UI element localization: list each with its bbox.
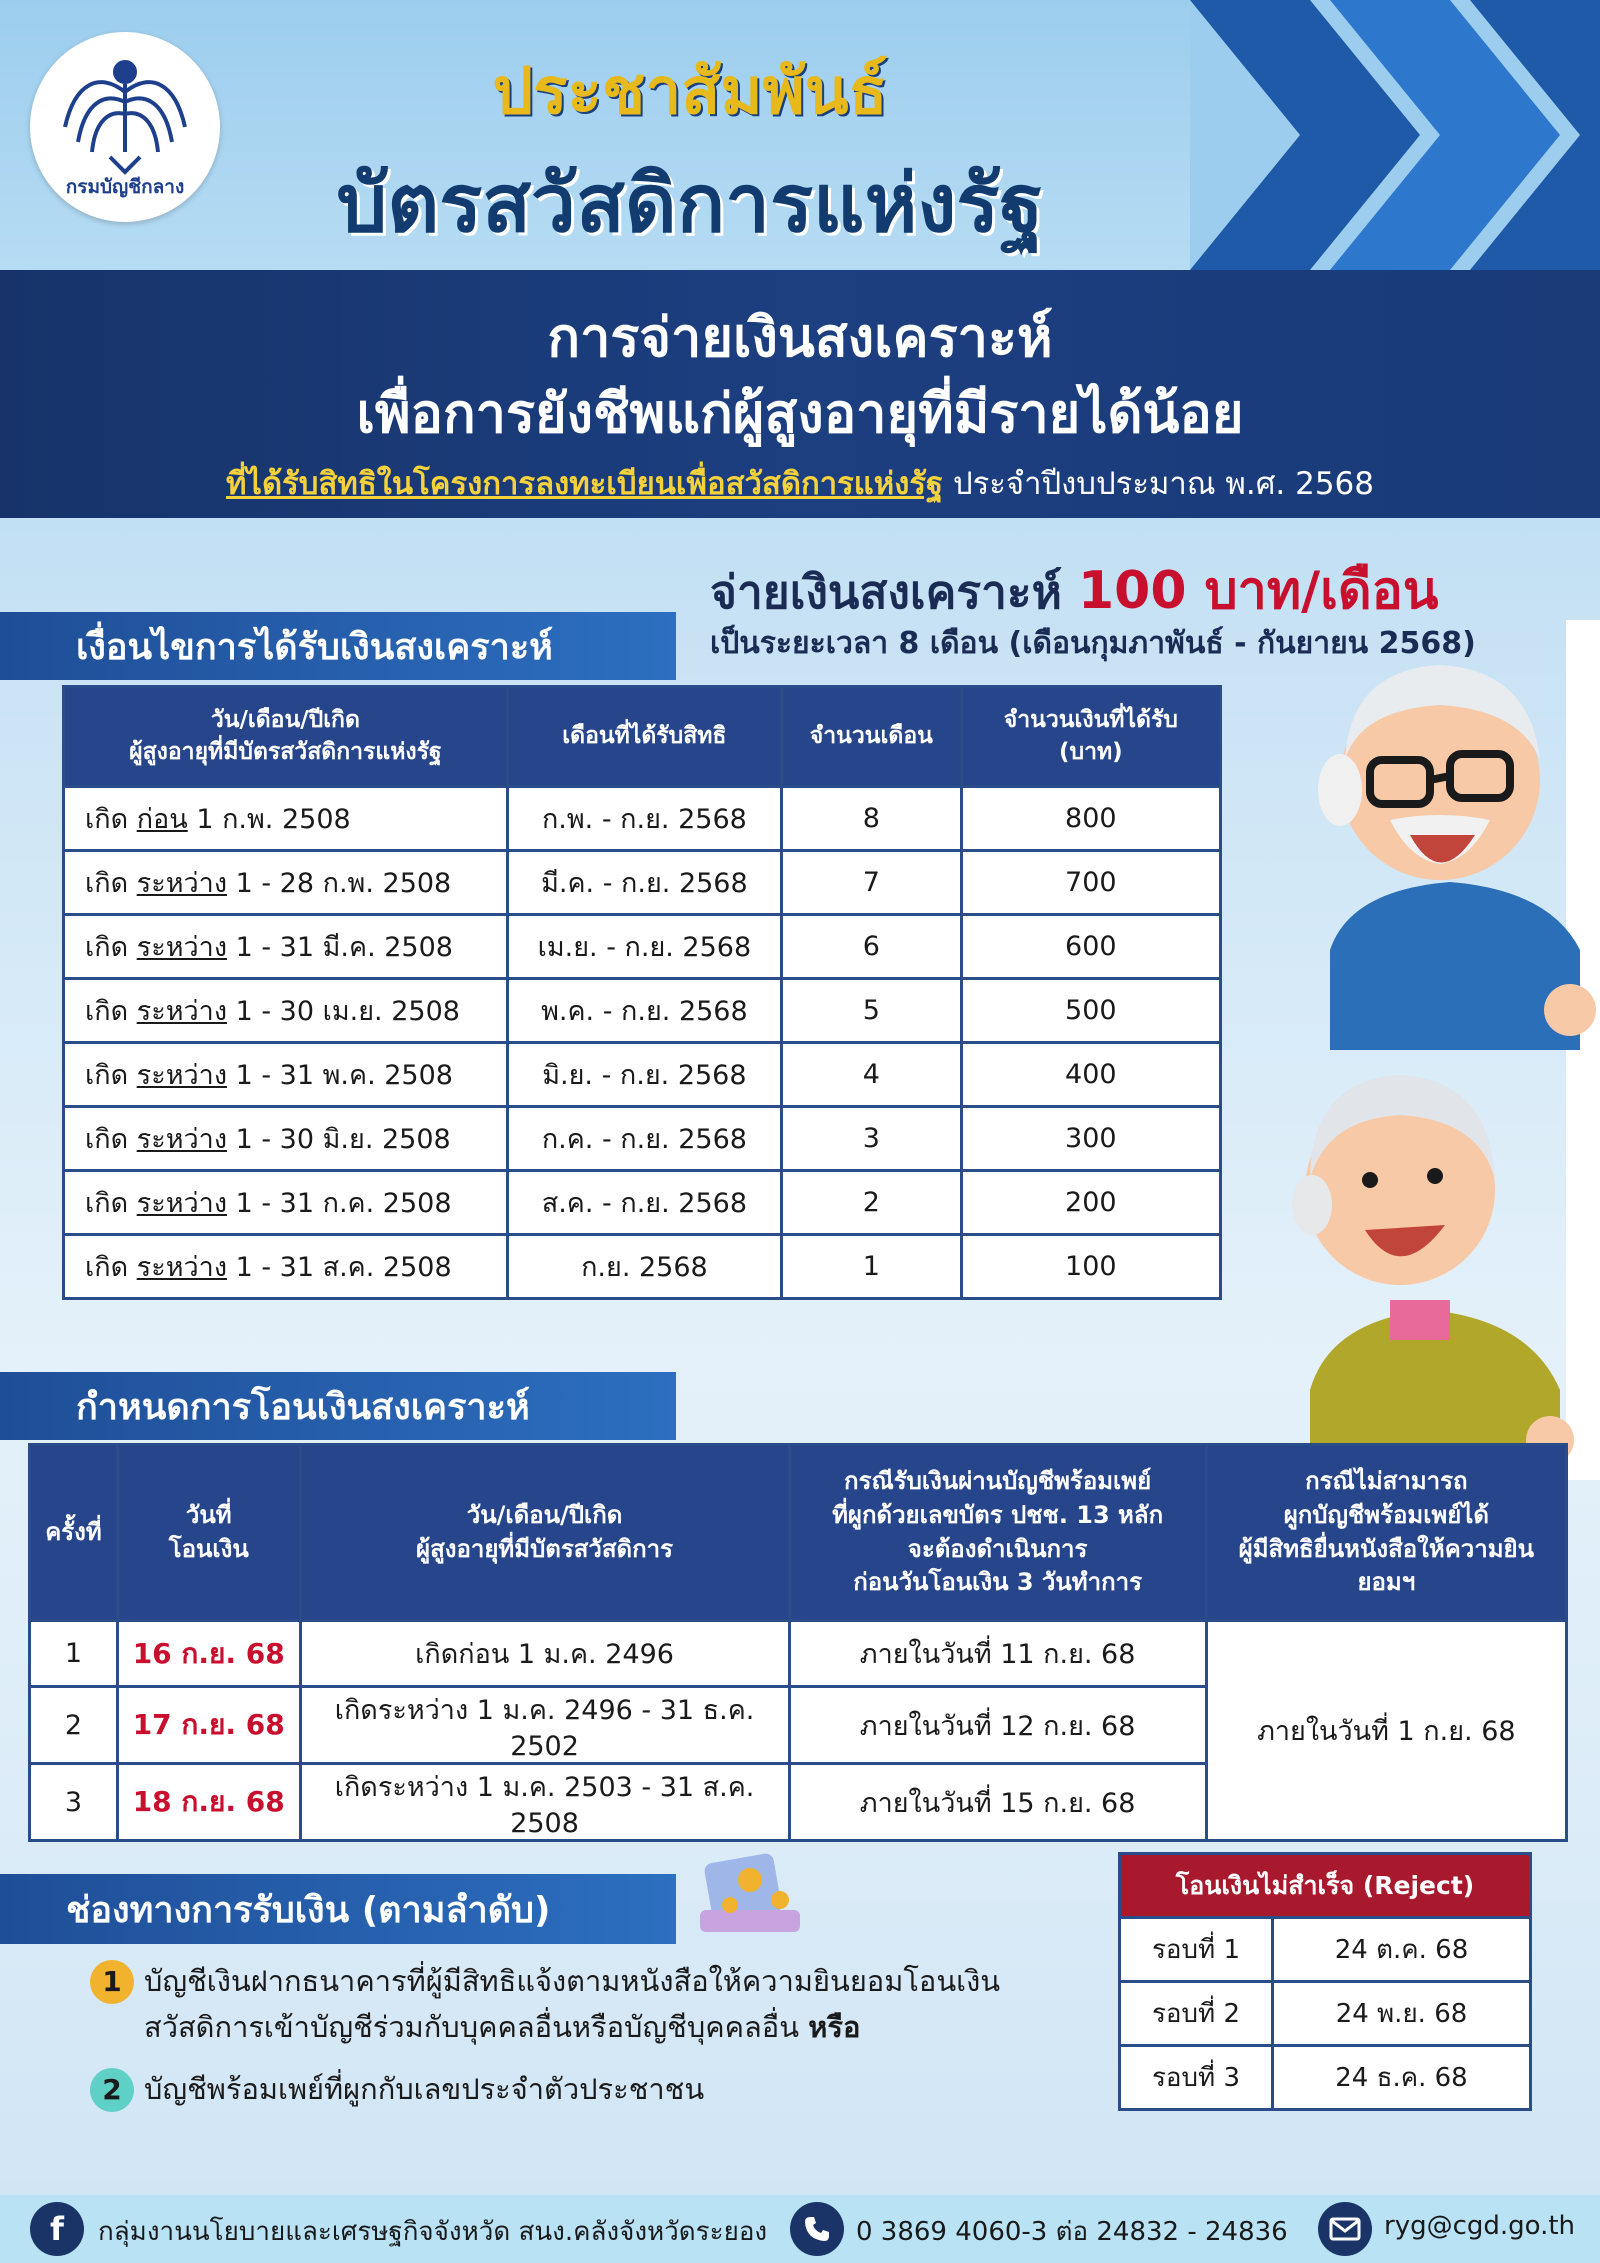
birth-condition bbox=[64, 979, 508, 1043]
reject-table bbox=[1118, 1852, 1532, 2111]
birth-keyword: ระหว่าง bbox=[136, 1188, 228, 1219]
birth-date: 1 - 31 พ.ค. 2508 bbox=[227, 1060, 453, 1091]
table-row bbox=[64, 851, 1221, 915]
birth-prefix: เกิด bbox=[85, 868, 137, 899]
birth-keyword: ระหว่าง bbox=[136, 932, 228, 963]
birth-condition bbox=[64, 915, 508, 979]
birth-prefix: เกิด bbox=[85, 1188, 137, 1219]
banner-line-2: เพื่อการยังชีพแก่ผู้สูงอายุที่มีรายได้น้อย bbox=[356, 382, 1244, 445]
banner-line-1: การจ่ายเงินสงเคราะห์ bbox=[547, 306, 1053, 369]
birth-prefix: เกิด bbox=[85, 1124, 137, 1155]
pay-period: เป็นระยะเวลา 8 เดือน (เดือนกุมภาพันธ์ - กันยายน 2568) bbox=[710, 626, 1476, 661]
table-row bbox=[30, 1621, 1567, 1687]
birth-date: 1 - 30 มิ.ย. 2508 bbox=[227, 1124, 451, 1155]
month-count: 5 bbox=[782, 979, 962, 1043]
transfer-date: 17 ก.ย. 68 bbox=[117, 1687, 300, 1764]
birth-condition bbox=[64, 787, 508, 851]
phone-coins-icon bbox=[690, 1850, 810, 1950]
banner-line-3 bbox=[0, 458, 1600, 508]
promptpay-deadline: ภายในวันที่ 11 ก.ย. 68 bbox=[789, 1621, 1206, 1687]
email-icon bbox=[1318, 2202, 1372, 2256]
birth-prefix: เกิด bbox=[85, 1060, 137, 1091]
birth-condition bbox=[64, 1235, 508, 1299]
entitled-months: มี.ค. - ก.ย. 2568 bbox=[507, 851, 781, 915]
entitled-months: ก.ย. 2568 bbox=[507, 1235, 781, 1299]
footer bbox=[0, 2195, 1600, 2263]
month-count: 8 bbox=[782, 787, 962, 851]
number-badge-1: 1 bbox=[90, 1960, 134, 2004]
col-header-birthdate: วัน/เดือน/ปีเกิด ผู้สูงอายุที่มีบัตรสวัสดิการ bbox=[300, 1445, 789, 1621]
pay-amount-line bbox=[710, 548, 1590, 631]
birth-keyword: ระหว่าง bbox=[136, 1060, 228, 1091]
month-count: 7 bbox=[782, 851, 962, 915]
amount-baht: 300 bbox=[961, 1107, 1220, 1171]
pay-prefix: จ่ายเงินสงเคราะห์ bbox=[710, 565, 1078, 619]
col-header-count: จำนวนเดือน bbox=[782, 687, 962, 787]
month-count: 3 bbox=[782, 1107, 962, 1171]
promptpay-deadline: ภายในวันที่ 15 ก.ย. 68 bbox=[789, 1764, 1206, 1841]
table-row bbox=[64, 787, 1221, 851]
birth-keyword: ระหว่าง bbox=[136, 868, 228, 899]
fiscal-year: ประจำปีงบประมาณ พ.ศ. 2568 bbox=[943, 466, 1374, 502]
transfer-date: 16 ก.ย. 68 bbox=[117, 1621, 300, 1687]
col-header-months-range: เดือนที่ได้รับสิทธิ bbox=[507, 687, 781, 787]
amount-baht: 600 bbox=[961, 915, 1220, 979]
birth-keyword: ระหว่าง bbox=[136, 996, 228, 1027]
table-row bbox=[64, 1043, 1221, 1107]
month-count: 6 bbox=[782, 915, 962, 979]
table-row bbox=[64, 915, 1221, 979]
birth-prefix: เกิด bbox=[85, 1252, 137, 1283]
email-address[interactable]: ryg@cgd.go.th bbox=[1384, 2211, 1576, 2241]
birth-keyword: ระหว่าง bbox=[136, 1252, 228, 1283]
conditions-table bbox=[62, 685, 1222, 1300]
channel-item-2 bbox=[90, 2066, 1070, 2112]
col-header-birth: วัน/เดือน/ปีเกิด ผู้สูงอายุที่มีบัตรสวัสดิการแห่งรัฐ bbox=[64, 687, 508, 787]
round-number: 2 bbox=[30, 1687, 118, 1764]
col-header-round: ครั้งที่ bbox=[30, 1445, 118, 1621]
table-row bbox=[1120, 2046, 1531, 2110]
channel-text-1-or: หรือ bbox=[808, 2010, 861, 2045]
elderly-couple-illustration bbox=[1250, 620, 1600, 1480]
birth-prefix: เกิด bbox=[85, 932, 137, 963]
birth-condition bbox=[64, 1043, 508, 1107]
org-name: กลุ่มงานนโยบายและเศรษฐกิจจังหวัด สนง.คลังจังหวัดระยอง bbox=[98, 2217, 768, 2247]
round-number: 1 bbox=[30, 1621, 118, 1687]
channel-item-1 bbox=[90, 1958, 1070, 2051]
chevron-decoration bbox=[1190, 0, 1600, 270]
birth-date: 1 - 28 ก.พ. 2508 bbox=[227, 868, 452, 899]
amount-baht: 200 bbox=[961, 1171, 1220, 1235]
number-badge-2: 2 bbox=[90, 2068, 134, 2112]
col-header-amount: จำนวนเงินที่ได้รับ (บาท) bbox=[961, 687, 1220, 787]
title-big: บัตรสวัสดิการแห่งรัฐ bbox=[336, 157, 1044, 250]
pay-amount: 100 บาท/เดือน bbox=[1077, 561, 1439, 621]
month-count: 2 bbox=[782, 1171, 962, 1235]
entitled-months: มิ.ย. - ก.ย. 2568 bbox=[507, 1043, 781, 1107]
logo-label: กรมบัญชีกลาง bbox=[65, 176, 185, 198]
channels-heading: ช่องทางการรับเงิน (ตามลำดับ) bbox=[0, 1874, 676, 1944]
reject-heading: โอนเงินไม่สำเร็จ (Reject) bbox=[1120, 1854, 1531, 1918]
amount-baht: 700 bbox=[961, 851, 1220, 915]
birth-prefix: เกิด bbox=[85, 804, 137, 835]
table-row bbox=[1120, 1982, 1531, 2046]
col-header-consent: กรณีไม่สามารถ ผูกบัญชีพร้อมเพย์ได้ ผู้มีสิทธิยื่นหนังสือให้ความยินยอมฯ bbox=[1206, 1445, 1566, 1621]
month-count: 4 bbox=[782, 1043, 962, 1107]
amount-baht: 800 bbox=[961, 787, 1220, 851]
birth-condition bbox=[64, 1107, 508, 1171]
birth-condition bbox=[64, 1171, 508, 1235]
phone-number[interactable]: 0 3869 4060-3 ต่อ 24832 - 24836 bbox=[856, 2217, 1288, 2247]
channel-text-1-body: บัญชีเงินฝากธนาคารที่ผู้มีสิทธิแจ้งตามหนังสือให้ความยินยอมโอนเงินสวัสดิการเข้าบัญชีร่วมกับบุคคลอื่นหรือบัญชีบุคคลอื่น bbox=[144, 1964, 1001, 2045]
birth-prefix: เกิด bbox=[85, 996, 137, 1027]
transfer-date: 18 ก.ย. 68 bbox=[117, 1764, 300, 1841]
entitled-months: ก.ค. - ก.ย. 2568 bbox=[507, 1107, 781, 1171]
entitled-months: เม.ย. - ก.ย. 2568 bbox=[507, 915, 781, 979]
transfer-table bbox=[28, 1443, 1568, 1842]
birth-keyword: ก่อน bbox=[136, 804, 188, 835]
reject-date: 24 ต.ค. 68 bbox=[1272, 1918, 1530, 1982]
amount-baht: 500 bbox=[961, 979, 1220, 1043]
promptpay-deadline: ภายในวันที่ 12 ก.ย. 68 bbox=[789, 1687, 1206, 1764]
round-number: 3 bbox=[30, 1764, 118, 1841]
reject-round: รอบที่ 3 bbox=[1120, 2046, 1273, 2110]
reject-date: 24 ธ.ค. 68 bbox=[1272, 2046, 1530, 2110]
amount-baht: 100 bbox=[961, 1235, 1220, 1299]
birth-date: 1 ก.พ. 2508 bbox=[187, 804, 351, 835]
birth-date: 1 - 31 มี.ค. 2508 bbox=[227, 932, 453, 963]
birth-date: 1 - 31 ส.ค. 2508 bbox=[227, 1252, 452, 1283]
entitled-months: พ.ค. - ก.ย. 2568 bbox=[507, 979, 781, 1043]
facebook-icon[interactable]: f bbox=[30, 2202, 84, 2256]
entitled-months: ส.ค. - ก.ย. 2568 bbox=[507, 1171, 781, 1235]
birth-keyword: ระหว่าง bbox=[136, 1124, 228, 1155]
table-row bbox=[64, 1235, 1221, 1299]
cgd-logo bbox=[30, 32, 220, 222]
reject-round: รอบที่ 2 bbox=[1120, 1982, 1273, 2046]
title-small: ประชาสัมพันธ์ bbox=[492, 55, 888, 129]
month-count: 1 bbox=[782, 1235, 962, 1299]
phone-icon bbox=[790, 2202, 844, 2256]
birth-date: 1 - 30 เม.ย. 2508 bbox=[227, 996, 460, 1027]
birth-range: เกิดระหว่าง 1 ม.ค. 2503 - 31 ส.ค. 2508 bbox=[300, 1764, 789, 1841]
consent-deadline: ภายในวันที่ 1 ก.ย. 68 bbox=[1206, 1621, 1566, 1841]
amount-baht: 400 bbox=[961, 1043, 1220, 1107]
table-row bbox=[64, 1107, 1221, 1171]
project-highlight: ที่ได้รับสิทธิในโครงการลงทะเบียนเพื่อสวัสดิการแห่งรัฐ bbox=[225, 466, 944, 502]
col-header-promptpay: กรณีรับเงินผ่านบัญชีพร้อมเพย์ ที่ผูกด้วยเลขบัตร ปชช. 13 หลัก จะต้องดำเนินการ ก่อนวันโอนเงิน 3 วันทำการ bbox=[789, 1445, 1206, 1621]
birth-range: เกิดระหว่าง 1 ม.ค. 2496 - 31 ธ.ค. 2502 bbox=[300, 1687, 789, 1764]
channel-text-2: บัญชีพร้อมเพย์ที่ผูกกับเลขประจำตัวประชาชน bbox=[144, 2072, 705, 2106]
transfer-heading: กำหนดการโอนเงินสงเคราะห์ bbox=[0, 1372, 676, 1440]
table-row bbox=[64, 979, 1221, 1043]
reject-round: รอบที่ 1 bbox=[1120, 1918, 1273, 1982]
reject-date: 24 พ.ย. 68 bbox=[1272, 1982, 1530, 2046]
birth-date: 1 - 31 ก.ค. 2508 bbox=[227, 1188, 452, 1219]
birth-range: เกิดก่อน 1 ม.ค. 2496 bbox=[300, 1621, 789, 1687]
birth-condition bbox=[64, 851, 508, 915]
entitled-months: ก.พ. - ก.ย. 2568 bbox=[507, 787, 781, 851]
table-row bbox=[64, 1171, 1221, 1235]
channel-text-1 bbox=[144, 1958, 1070, 2051]
table-row bbox=[1120, 1918, 1531, 1982]
conditions-heading: เงื่อนไขการได้รับเงินสงเคราะห์ bbox=[0, 612, 676, 680]
col-header-transfer-date: วันที่ โอนเงิน bbox=[117, 1445, 300, 1621]
